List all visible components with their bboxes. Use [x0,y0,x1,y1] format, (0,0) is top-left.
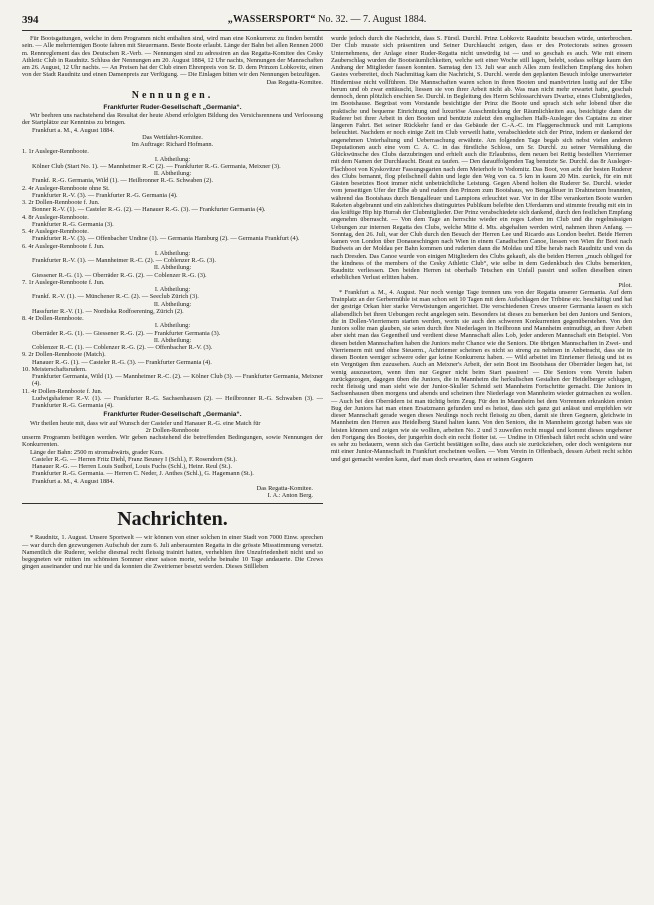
place-date: Frankfurt a. M., 4. August 1884. [32,126,115,134]
club-heading: Frankfurter Ruder-Gesellschaft „Germania“. [103,411,242,419]
race-title: 3. 2r Dollen-Rennboote f. Jun. [22,199,100,206]
race-title: 8. 4r Dollen-Rennboote. [22,315,84,322]
race-title: 7. 1r Ausleger-Rennboote f. Jun. [22,278,105,286]
committee-name: Das Regatta-Komitee. [256,484,313,492]
raudnitz-report: wurde jedoch durch die Nachricht, dass S. Fürstl. Durchl. Prinz Lobkoviz Raudnitz besuchen würde, unterbrochen. Der Club musste sich präsentiren und Seiner Durchlaucht zeigen, dass er des Protectorats seines grossen Unternehmens, der Anlage einer Ruder-Regatta nicht unwürdig ist — und so geschah es auch. Wie mit einem Zauberschlag wurden die Bootsräumlichkeiten, welche seit einer Woche still lagen, belebt, sodass selbige kaum den Andrang der Mitglieder fassen konnten. Samstag den 13. Juli war auch Alles zum festlichen Empfang des hohen Gastes vorbereitet, doch Nachmittag kam die Nachricht, S. Durchl. werde den geplanten Besuch infolge unerwarteter Hindernisse nicht vollführen. Die Mannschaften waren schon in ihren Booten und manövrirten lustig auf der Elbe herum und ob zwar enttäuscht, liessen sie von ihrer Arbeit nicht ab. Was man nicht mehr erwartet hatte, geschah dennoch, denn plötzlich erschien Se. Durchl. in Begleitung des Herrn Schlossarchivars Dvarisz, eines Clubmitgliedes, im Bootshause. Begrüsst vom Vorstande besichtigte der Prinz die Boote und sprach sich sehr lobend über die praktische und bequeme Einrichtung und luxuriöse Ausschmückung der Räumlichkeiten aus, besichtigte dann die Ruderer bei ihrer Arbeit in den Booten und benützte zuletzt den englischen Halb-Ausleger des Captains zu einer längeren Fahrt. Bei seiner Rückkehr fand er das Gebäude der C.-A.-C. im Flaggenschmuck und mit Lampions beleuchtet. Nachdem er noch einige Zeit im Club verweilt hatte, verabschiedete sich der Prinz, indem er dankend der angenehmen Unterhaltung und Ueberraschung erwähnte. Am folgenden Tage begab sich nebst vielen anderen Deputationen auch eine vom C. A. C. in das fürstliche Schloss, um Sr. Durchl. zu seiner Vermählung die Glückwünsche des Clubs darzubringen und erhielt auch die Erlaubniss, dem neuen bei Rettig bestellten Vierriemer mit dem Namen der Durchlaucht. Braut zu taufen. — Den darauffolgenden Tag benutzte Se. Durchl. das 8r Ausleger-Flachboot von Kyskovitzer Fassungsgarten nach dem Meierhofe in Vodomitz. Das Boot, von acht der besten Ruderer des Clubs bemannt, flog pfeilschnell dahin und legte den Weg von ca. 5 km in kaum 20 Min. zurück, für ein mit Gästen besetztes Boot immer nicht unbeträchtliche Leistung. Gegen Abend holten die Ruderer Se. Durchl. wieder vom jenseitigen Ufer der Elbe ab und rudern den Prinzen zum Bootshaus, wo Bengalfeuer in Drahtnetzen brannten, während das Bootshaus durch Bengalfeuer und Lampions erleuchtet war. Vor in der Elbe verankerten Boote wurden Raketen abgebrannt und ein zahlreiches distinguirtes Publikum beleibte den Uferdamm und stimmte freudig mit ein in das kräftige Hip hip Hurrah der Clubmitglieder. Der Prinz verabschiedete sich dankend, durch den festlichen Empfang angenehm überrascht. — Von dem Tage an herrschte wieder ein reges Leben im Club und die regelmässigen Uebungen zur internen Regatta des Clubs, welche Mitte d. Mts. abgehalten werden wird, nahmen ihren Anfang. — Sonntag, den 26. Juli, war der Club durch den Besuch der Herren Lee und Ricardo aus London beehrt. Beide Herren kamen von London über Donaueschingen nach Wien in einem Canadischen Canoe, liessen von Wien ihr Boot nach Budweis an der Moldau per Bahn kommen und ruderten dann die Moldau und Elbe herab nach Raudnitz und von da nach Dresden. Das Canoe wurde von einigen Mitgliedern des Clubs gekauft, als die beiden Herren „much obliged for the kindness of the members of the Cesky Athletic Club“, wie selbe in dem Gedenkbuch des Clubs bemerkten, Raudnitz verliessen. Den beiden Herren ist oberhalb Tetschen ein Unfall passirt und sollen dieselben einen erheblichen Verlust erlitten haben. [331,35,632,282]
section-heading-nachrichten: Nachrichten. [22,503,323,532]
columns [22,35,632,905]
intro-signature: Das Regatta-Komitee. [266,78,323,86]
division-label: II. Abtheilung: [153,264,192,272]
entry-line: Frankfurter R.-V. (3). — Frankfurter R.-G. Germania (4). [32,191,178,199]
entry-line: Kölner Club (Start No. 1). — Mannheimer R.-C (2). — Frankfurter R.-G. Germania, Meixner (3). [32,162,281,170]
division-label: II. Abtheilung: [153,170,192,177]
entry-line: Ludwigshafener R.-V. (1). — Frankfurter R.-G. Sachsenhausen (2). — Heilbronner R.-G. Schwaben (3). — Frankfurter R.-G. Germania (4). [32,394,323,409]
entry-line: Frankfurter R.-V. (1). — Mannheimer R.-C. (2). — Coblenzer R.-G. (3). [32,257,216,264]
race-entries [22,148,323,409]
entry-line: Coblenzer R.-C. (1). — Coblenzer R.-G. (2). — Offenbacher R.-V. (3). [32,344,213,351]
match-entry: Frankfurter R.-G. Germania. — Herren C. Neder, J. Anthes (Schl.), G. Hagemann (St.). [32,470,254,478]
race-title: 10. Meisterschaftsrudern. [22,365,87,373]
right-column [331,35,632,905]
race-title: 1. 1r Ausleger-Rennboote. [22,148,89,156]
match-course: Länge der Bahn: 2500 m stromabwärts, grader Kurs. [30,448,164,456]
entry-line: Hassfurter R.-V. (1). — Nordiska Rodfoerening, Zürich (2). [32,307,184,315]
page-number: 394 [22,14,39,26]
running-title: „WASSERSPORT“ [227,14,316,25]
place-date: Frankfurt a. M., 4. August 1884. [32,477,115,485]
race-title: 11. 4r Dollen-Rennboote f. Jun. [22,387,103,395]
race-title: 9. 2r Dollen-Rennboote (Match). [22,351,106,359]
match-paragraph: unserm Programm beifügen werden. Wir geben nachstehend die betreffenden Bedingungen, sowie Nennungen der Konkurrenten. [22,434,323,449]
club-heading: Frankfurter Ruder-Gesellschaft „Germania“. [103,103,242,111]
entry-line: Frankfurter Germania, Wild (1). — Mannheimer R.-C. (2). — Kölner Club (3). — Frankfurter Germania, Meixner (4). [32,373,323,388]
entry-line: Frankfurter R.-V. (3). — Offenbacher Undine (1). — Germania Hamburg (2). — Germania Frankfurt (4). [32,235,300,243]
race-title: 4. 8r Ausleger-Rennboote. [22,213,89,221]
issue-info: No. 32. — 7. August 1884. [318,14,427,25]
race-title: 2. 4r Ausleger-Rennboote ohne St. [22,184,110,192]
match-entry: Casteler R.-G. — Herren Fritz Diehl, Franz Beuney I (Schl.), F. Rosendorn (St.). [32,455,237,463]
division-label: I. Abtheilung: [154,249,191,257]
frankfurt-report: * Frankfurt a. M., 4. August. Nur noch wenige Tage trennen uns von der Regatta unserer Germania. Auf dem Trainplatz an der Gerbermühle ist man schon seit 10 Tagen mit dem Aufschlagen der Tribüne etc. beschäftigt und hat der gestrige Orkan hier starke Verwüstungen angerichtet. Die verschiedenen Crews unserer Germania lassen es sich allabendlich bei ihren Uebungen recht angelegen sein. Besonders ist dieses zu bemerken bei den Juniors und Seniors, die in Dollen-Vierriemern starten werden, worin sie auch den schweren Konkurrenten gegenüberstehen. Von den Juniors sollte man glauben, sie seien durch ihre Niederlagen in Heilbronn und Mannheim entmuthigt, an ihrer Arbeit aber sieht man das Gegentheil und verdient diese Mannschaft alles Lob, jeder anderen Mannschaft ein Beispiel. Von diesen beiden Mannschaften haben die Juniors mehr Chance wie die Seniors. Die übrigen Mannschaften in Zwei- und Vierriemern mit und ohne Steuerm., Achtriemer scheinen es nicht so streng zu nehmen in Anbetracht, dass sie in diesen Booten weniger schwere oder gar keine Konkurrenz haben. — Wild arbeitet im Einriemer fleissig und ist es ein Vergnügen ihm zuzusehen. Auch an Meixner's Arbeit, der sein Boot im Bootshaus der Oberräder liegen hat, ist wenig auszusetzen, wenn ihm nur Gegner nicht beim Start passiren! — Die Seniors vom Verein haben zurückgezogen, dagegen üben die Juniors, die in Mannheim die herkulischen Gestalten der Heidelberger schlugen, recht fleissig und man sieht wie der Junior-Skuller Schmid seit Mannheim Fortschritte gemacht. Die Juniors in Sachsenhausen üben morgens und abends und scheinen ihre Niederlage von Mannheim wieder gutmachen zu wollen. — Auch bei den Oberrädern ist man tüchtig beim Zeug. Für den in Mannheim bei dem Vorrennen erkrankten ersten Bug der Juniors hat man einen Ersatzmann gefunden und es heisst, dass sich ganz gut anlässt und empfehlen wir dieser Mannschaft gerade wegen dieses Neulings noch recht fleissig zu üben, damit sie ihren Gegnern, gleichwie in Mannheim den Herren aus Heidelberg Stand halten kann. Von den Seniors, die in Mannheim gezeigt haben was sie leisten können und zeigen wie sie wollten, arbeiten No. 2 und 3 zuweilen recht mugal und kommt dieses ungehener den Fortgang des Bootes, der jungerhin doch ein recht flotter ist. — Undine in Offenbach fährt recht schön und wäre es sehr zu bedauern, wenn sich das Gerücht bestätigen sollte, dass auch sie zurückziehen, oder doch wenigstens nur mit einer Junior-Mannschaft in Frankfurt erscheinen wollen. — Vom Verein in Offenbach, dessen Arbeit recht schön und gut gemacht werden kann, darf man doch erwarten, dass er seinen Gegnern [331,288,632,463]
entry-line: Frankfurter R.-G. Germania (3). [32,220,114,228]
match-paragraph: Wir theilen heute mit, dass wir auf Wunsch der Casteler und Hanauer R.-G. eine Match für [30,419,261,427]
section-heading-nennungen: Nennungen. [131,89,214,101]
match-entry: Hanauer R.-G. — Herren Louis Sudhof, Louis Fuchs (Schl.), Heinr. Reul (St.). [32,463,232,470]
committee-signature: I. A.: Anton Berg. [267,492,313,499]
committee-name: Das Wettfahrt-Komitee. [142,133,203,141]
division-label: I. Abtheilung: [154,155,191,163]
entry-line: Bonner R.-V. (1). — Casteler R.-G. (2). — Hanauer R.-G. (3). — Frankfurter Germania (4). [32,206,266,214]
author-signature: Pilot. [618,281,632,289]
entry-line: Hanauer R.-G. (1). — Casteler R.-G. (3). — Frankfurter Germania (4). [32,358,212,366]
race-title: 6. 4r Ausleger-Rennboote f. Jun. [22,242,105,250]
running-header [22,14,632,25]
division-label: I. Abtheilung: [154,322,191,330]
entry-line: Giessener R.-G. (1). — Oberräder R.-G. (2). — Coblenzer R.-G. (3). [32,271,207,279]
match-race: 2r Dollen-Rennboote [145,426,200,434]
left-column [22,35,323,905]
division-label: II. Abtheilung: [153,336,192,344]
entry-line: Oberräder R.-G. (1). — Giessener R.-G. (2). — Frankfurter Germania (3). [32,329,221,337]
race-title: 5. 4r Ausleger-Rennboote. [22,228,89,235]
division-label: II. Abtheilung: [153,300,192,308]
club-paragraph: Wir beehren uns nachstehend das Resultat der heute Abend erfolgten Bildung des Versichsrennens und Verloosung der Startplätze zur Kenntniss zu bringen. [22,112,323,127]
news-paragraph: * Raudnitz, 1. August. Unsere Sportwelt — wir können von einer solchen in einer Stadt von 7000 Einw. sprechen — war durch den gezwungenen Aufschub der zum 6. Juli anberaumten Regatta in die grösste Missstimmung versetzt. Namentlich die Ruderer, welche diesmal recht fleissig trainirt hatten, verhehlten ihre Unzufriedenheit nicht und so begegneten wir mitten im schönsten Sommer einer saison morte, welche beinahe 10 Tage andauerte. Die Crews gingen auseinander und nur hie und da konnten die Zweiriemer besetzt werden. Dieses Stillleben [22,534,323,571]
division-label: I. Abtheilung: [154,286,191,293]
entry-line: Frankf. R.-G. Germania, Wild (1). — Heilbronner R.-G. Schwaben (2). [32,177,213,185]
committee-signature: Im Auftrage: Richard Hofmann. [131,141,214,148]
page-header [22,14,632,31]
intro-paragraph: Für Bootsgattungen, welche in dem Programm nicht enthalten sind, wird man eine Konkurrenz zu finden bemüht sein. — Alle mehrriemigen Boote fahren mit Steuermann. Beste Boote erlaubt. Länge der Bahn bei allen Rennen 2000 m. Rennreglement das des Deutschen R.-Verb. — Nennungen sind zu adressiren an das Regatta-Komitee des Cesky Athletic Club in Raudnitz. Schluss der Nennungen am 20. August 1884, 12 Uhr nachts, Nennungen der Mannschaften am 26. August, 12 Uhr nachts. — An Preisen hat der Club einen Ehrenpreis von Sr. D. dem Prinzen Lobkovitz, einen von der Stadt Raudnitz und einen Damenpreis zur Verfügung. — Die Einlagen bitten wir den Nennungen beizufügen. [22,35,323,79]
entry-line: Frankf. R.-V. (1). — Münchener R.-C. (2). — Seeclub Zürich (3). [32,293,199,301]
